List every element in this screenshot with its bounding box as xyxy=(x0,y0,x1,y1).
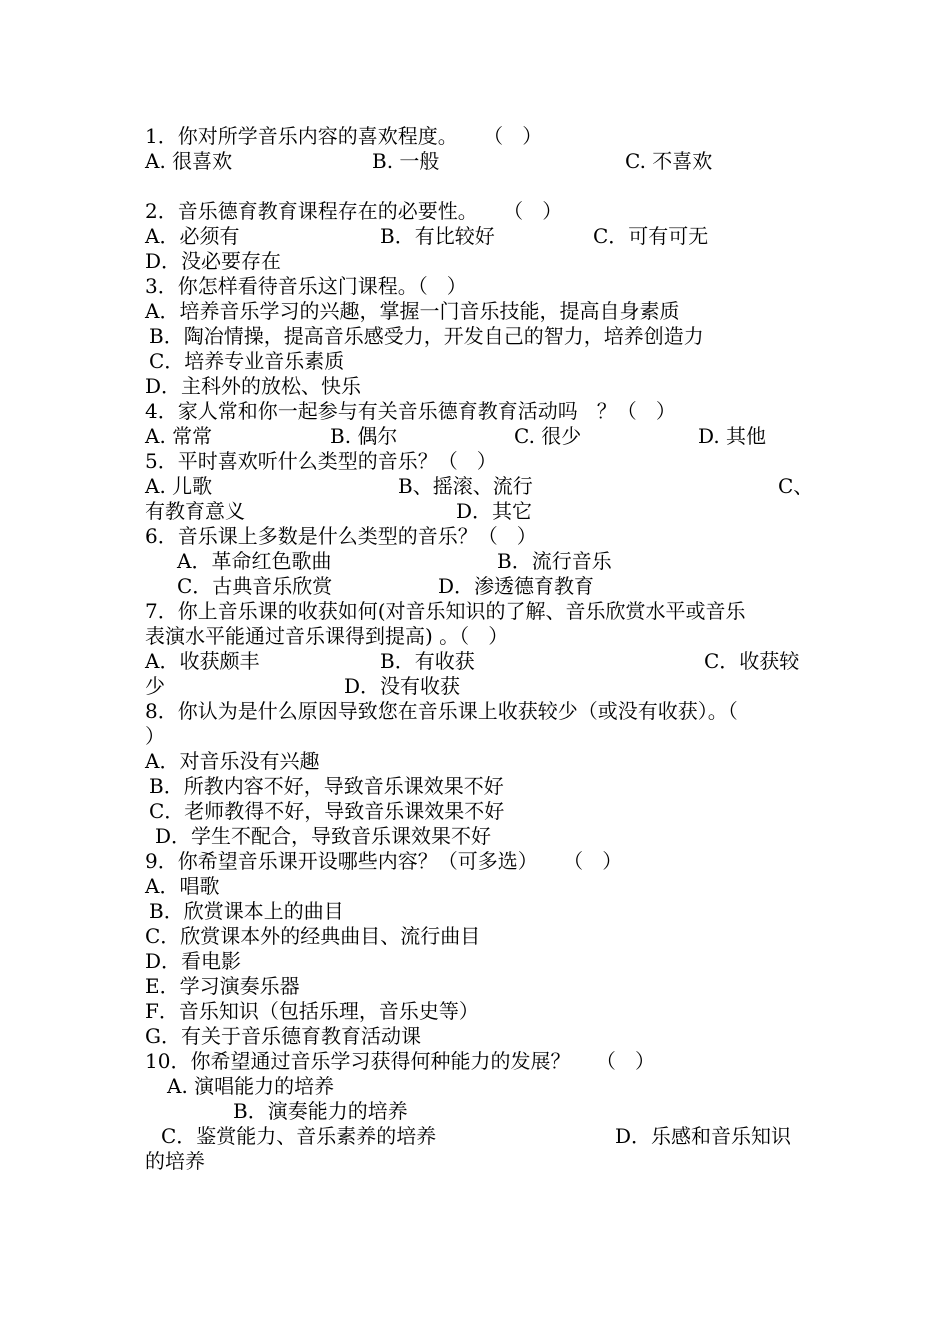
q6-option-d: D．渗透德育教育 xyxy=(438,574,595,598)
q6-option-a: A．革命红色歌曲 xyxy=(177,549,332,573)
q3-option-b: B．陶冶情操，提高音乐感受力，开发自己的智力，培养创造力 xyxy=(149,324,704,348)
q5-option-c-continued: 有教育意义 xyxy=(145,499,245,523)
q1-option-c: C. 不喜欢 xyxy=(625,149,713,173)
q9-option-b: B．欣赏课本上的曲目 xyxy=(149,899,344,923)
q3-option-a: A．培养音乐学习的兴趣，掌握一门音乐技能，提高自身素质 xyxy=(145,299,680,323)
q6-option-b: B．流行音乐 xyxy=(497,549,612,573)
question-1: 1．你对所学音乐内容的喜欢程度。 （ ） xyxy=(145,124,543,148)
question-8-continued: ） xyxy=(145,724,165,748)
q5-option-b: B、摇滚、流行 xyxy=(398,474,533,498)
q4-option-c: C. 很少 xyxy=(514,424,582,448)
q7-option-b: B．有收获 xyxy=(380,649,475,673)
question-6: 6．音乐课上多数是什么类型的音乐？（ ） xyxy=(145,524,537,548)
q6-option-c: C．古典音乐欣赏 xyxy=(177,574,333,598)
question-8: 8．你认为是什么原因导致您在音乐课上收获较少（或没有收获）。（ xyxy=(145,699,738,723)
q9-option-e: E．学习演奏乐器 xyxy=(145,974,300,998)
q3-option-d: D．主科外的放松、快乐 xyxy=(145,374,362,398)
q2-option-c: C．可有可无 xyxy=(593,224,709,248)
q1-option-a: A. 很喜欢 xyxy=(145,149,233,173)
question-5: 5．平时喜欢听什么类型的音乐？（ ） xyxy=(145,449,497,473)
question-3: 3．你怎样看待音乐这门课程。（ ） xyxy=(145,274,467,298)
q5-option-a: A. 儿歌 xyxy=(145,474,213,498)
q3-option-c: C．培养专业音乐素质 xyxy=(149,349,345,373)
q9-option-a: A．唱歌 xyxy=(145,874,220,898)
q2-option-d: D．没必要存在 xyxy=(145,249,282,273)
q8-option-d: D．学生不配合，导致音乐课效果不好 xyxy=(155,824,492,848)
q10-option-a: A. 演唱能力的培养 xyxy=(167,1074,335,1098)
q7-option-a: A．收获颇丰 xyxy=(145,649,260,673)
q10-option-d-continued: 的培养 xyxy=(145,1149,205,1173)
q7-option-c: C．收获较 xyxy=(704,649,800,673)
q4-option-a: A. 常常 xyxy=(145,424,213,448)
question-4: 4．家人常和你一起参与有关音乐德育教育活动吗 ？（ ） xyxy=(145,399,676,423)
question-10: 10．你希望通过音乐学习获得何种能力的发展？ （ ） xyxy=(145,1049,655,1073)
q2-option-b: B．有比较好 xyxy=(380,224,495,248)
q4-option-d: D. 其他 xyxy=(698,424,767,448)
q9-option-d: D．看电影 xyxy=(145,949,242,973)
q2-option-a: A．必须有 xyxy=(145,224,240,248)
q10-option-b: B．演奏能力的培养 xyxy=(233,1099,408,1123)
q8-option-a: A．对音乐没有兴趣 xyxy=(145,749,320,773)
q9-option-c: C．欣赏课本外的经典曲目、流行曲目 xyxy=(145,924,481,948)
q8-option-c: C．老师教得不好，导致音乐课效果不好 xyxy=(149,799,505,823)
q7-option-d: D．没有收获 xyxy=(344,674,461,698)
q9-option-f: F．音乐知识（包括乐理，音乐史等） xyxy=(145,999,479,1023)
question-2: 2．音乐德育教育课程存在的必要性。 （ ） xyxy=(145,199,563,223)
q7-option-c-continued: 少 xyxy=(145,674,165,698)
q10-option-c: C．鉴赏能力、音乐素养的培养 xyxy=(161,1124,437,1148)
question-7-continued: 表演水平能通过音乐课得到提高) 。（ ） xyxy=(145,624,509,648)
q8-option-b: B．所教内容不好，导致音乐课效果不好 xyxy=(149,774,504,798)
question-7: 7．你上音乐课的收获如何(对音乐知识的了解、音乐欣赏水平或音乐 xyxy=(145,599,746,623)
q5-option-c: C、 xyxy=(778,474,814,498)
q4-option-b: B. 偶尔 xyxy=(330,424,398,448)
q10-option-d: D．乐感和音乐知识 xyxy=(615,1124,792,1148)
q1-option-b: B. 一般 xyxy=(372,149,440,173)
q9-option-g: G．有关于音乐德育教育活动课 xyxy=(145,1024,421,1048)
q5-option-d: D．其它 xyxy=(456,499,533,523)
question-9: 9．你希望音乐课开设哪些内容？（可多选） （ ） xyxy=(145,849,623,873)
